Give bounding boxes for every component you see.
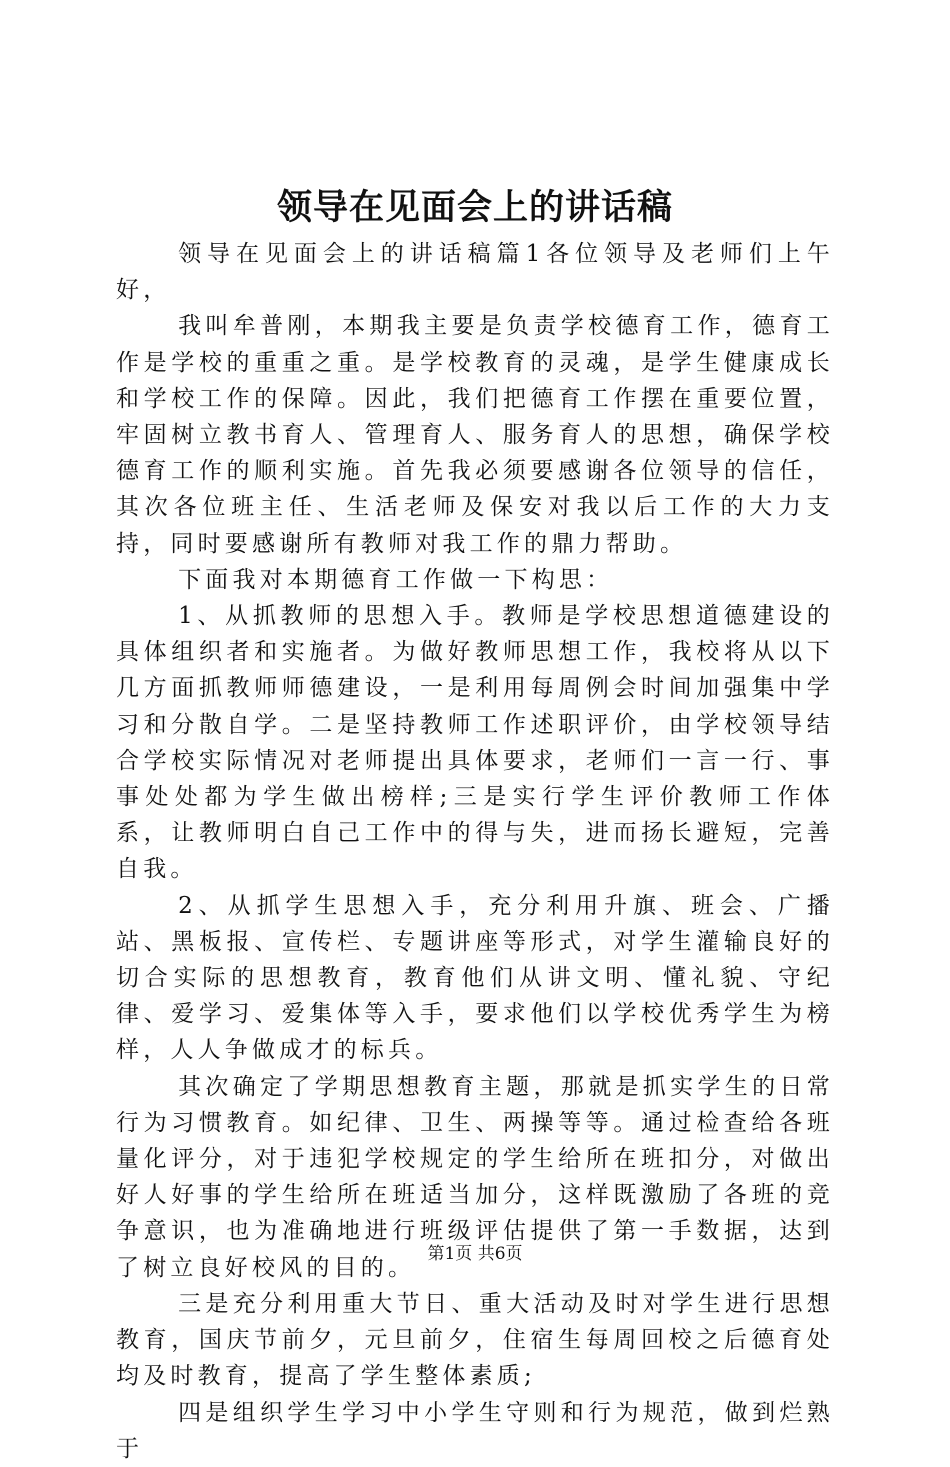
paragraph-plan-intro: 下面我对本期德育工作做一下构思： [178, 566, 614, 593]
paragraph-festival-education: 三是充分利用重大节日、重大活动及时对学生进行思想教育，国庆节前夕，元旦前夕，住宿生每周回校之后德育处均及时教育，提高了学生整体素质; [116, 1290, 834, 1390]
document-title: 领导在见面会上的讲话稿 [276, 187, 673, 228]
document-body [116, 236, 834, 1467]
paragraph-teacher-thought: 1、从抓教师的思想入手。教师是学校思想道德建设的具体组织者和实施者。为做好教师思想工作，我校将从以下几方面抓教师师德建设，一是利用每周例会时间加强集中学习和分散自学。二是坚持教师工作述职评价，由学校领导结合学校实际情况对老师提出具体要求，老师们一言一行、事事处处都为学生做出榜样;三是实行学生评价教师工作体系，让教师明白自己工作中的得与失，进而扬长避短，完善自我。 [116, 603, 834, 883]
paragraph-student-thought: 2、从抓学生思想入手，充分利用升旗、班会、广播站、黑板报、宣传栏、专题讲座等形式，对学生灌输良好的切合实际的思想教育，教育他们从讲文明、懂礼貌、守纪律、爱学习、爱集体等入手，要求他们以学校优秀学生为榜样，人人争做成才的标兵。 [116, 892, 834, 1064]
paragraph-greeting: 领导在见面会上的讲话稿篇1各位领导及老师们上午好， [116, 241, 834, 304]
paragraph-behavior-education: 其次确定了学期思想教育主题，那就是抓实学生的日常行为习惯教育。如纪律、卫生、两操等等。通过检查给各班量化评分，对于违犯学校规定的学生给所在班扣分，对做出好人好事的学生给所在班适当加分，这样既激励了各班的竞争意识，也为准确地进行班级评估提供了第一手数据，达到了树立良好校风的目的。 [116, 1073, 834, 1281]
paragraph-rules-study: 四是组织学生学习中小学生守则和行为规范，做到烂熟于 [116, 1399, 834, 1462]
paragraph-introduction: 我叫牟普刚，本期我主要是负责学校德育工作，德育工作是学校的重重之重。是学校教育的灵魂，是学生健康成长和学校工作的保障。因此，我们把德育工作摆在重要位置，牢固树立教书育人、管理育人、服务育人的思想，确保学校德育工作的顺利实施。首先我必须要感谢各位领导的信任，其次各位班主任、生活老师及保安对我以后工作的大力支持，同时要感谢所有教师对我工作的鼎力帮助。 [116, 313, 834, 557]
page-number: 第1页 共6页 [427, 1244, 523, 1264]
